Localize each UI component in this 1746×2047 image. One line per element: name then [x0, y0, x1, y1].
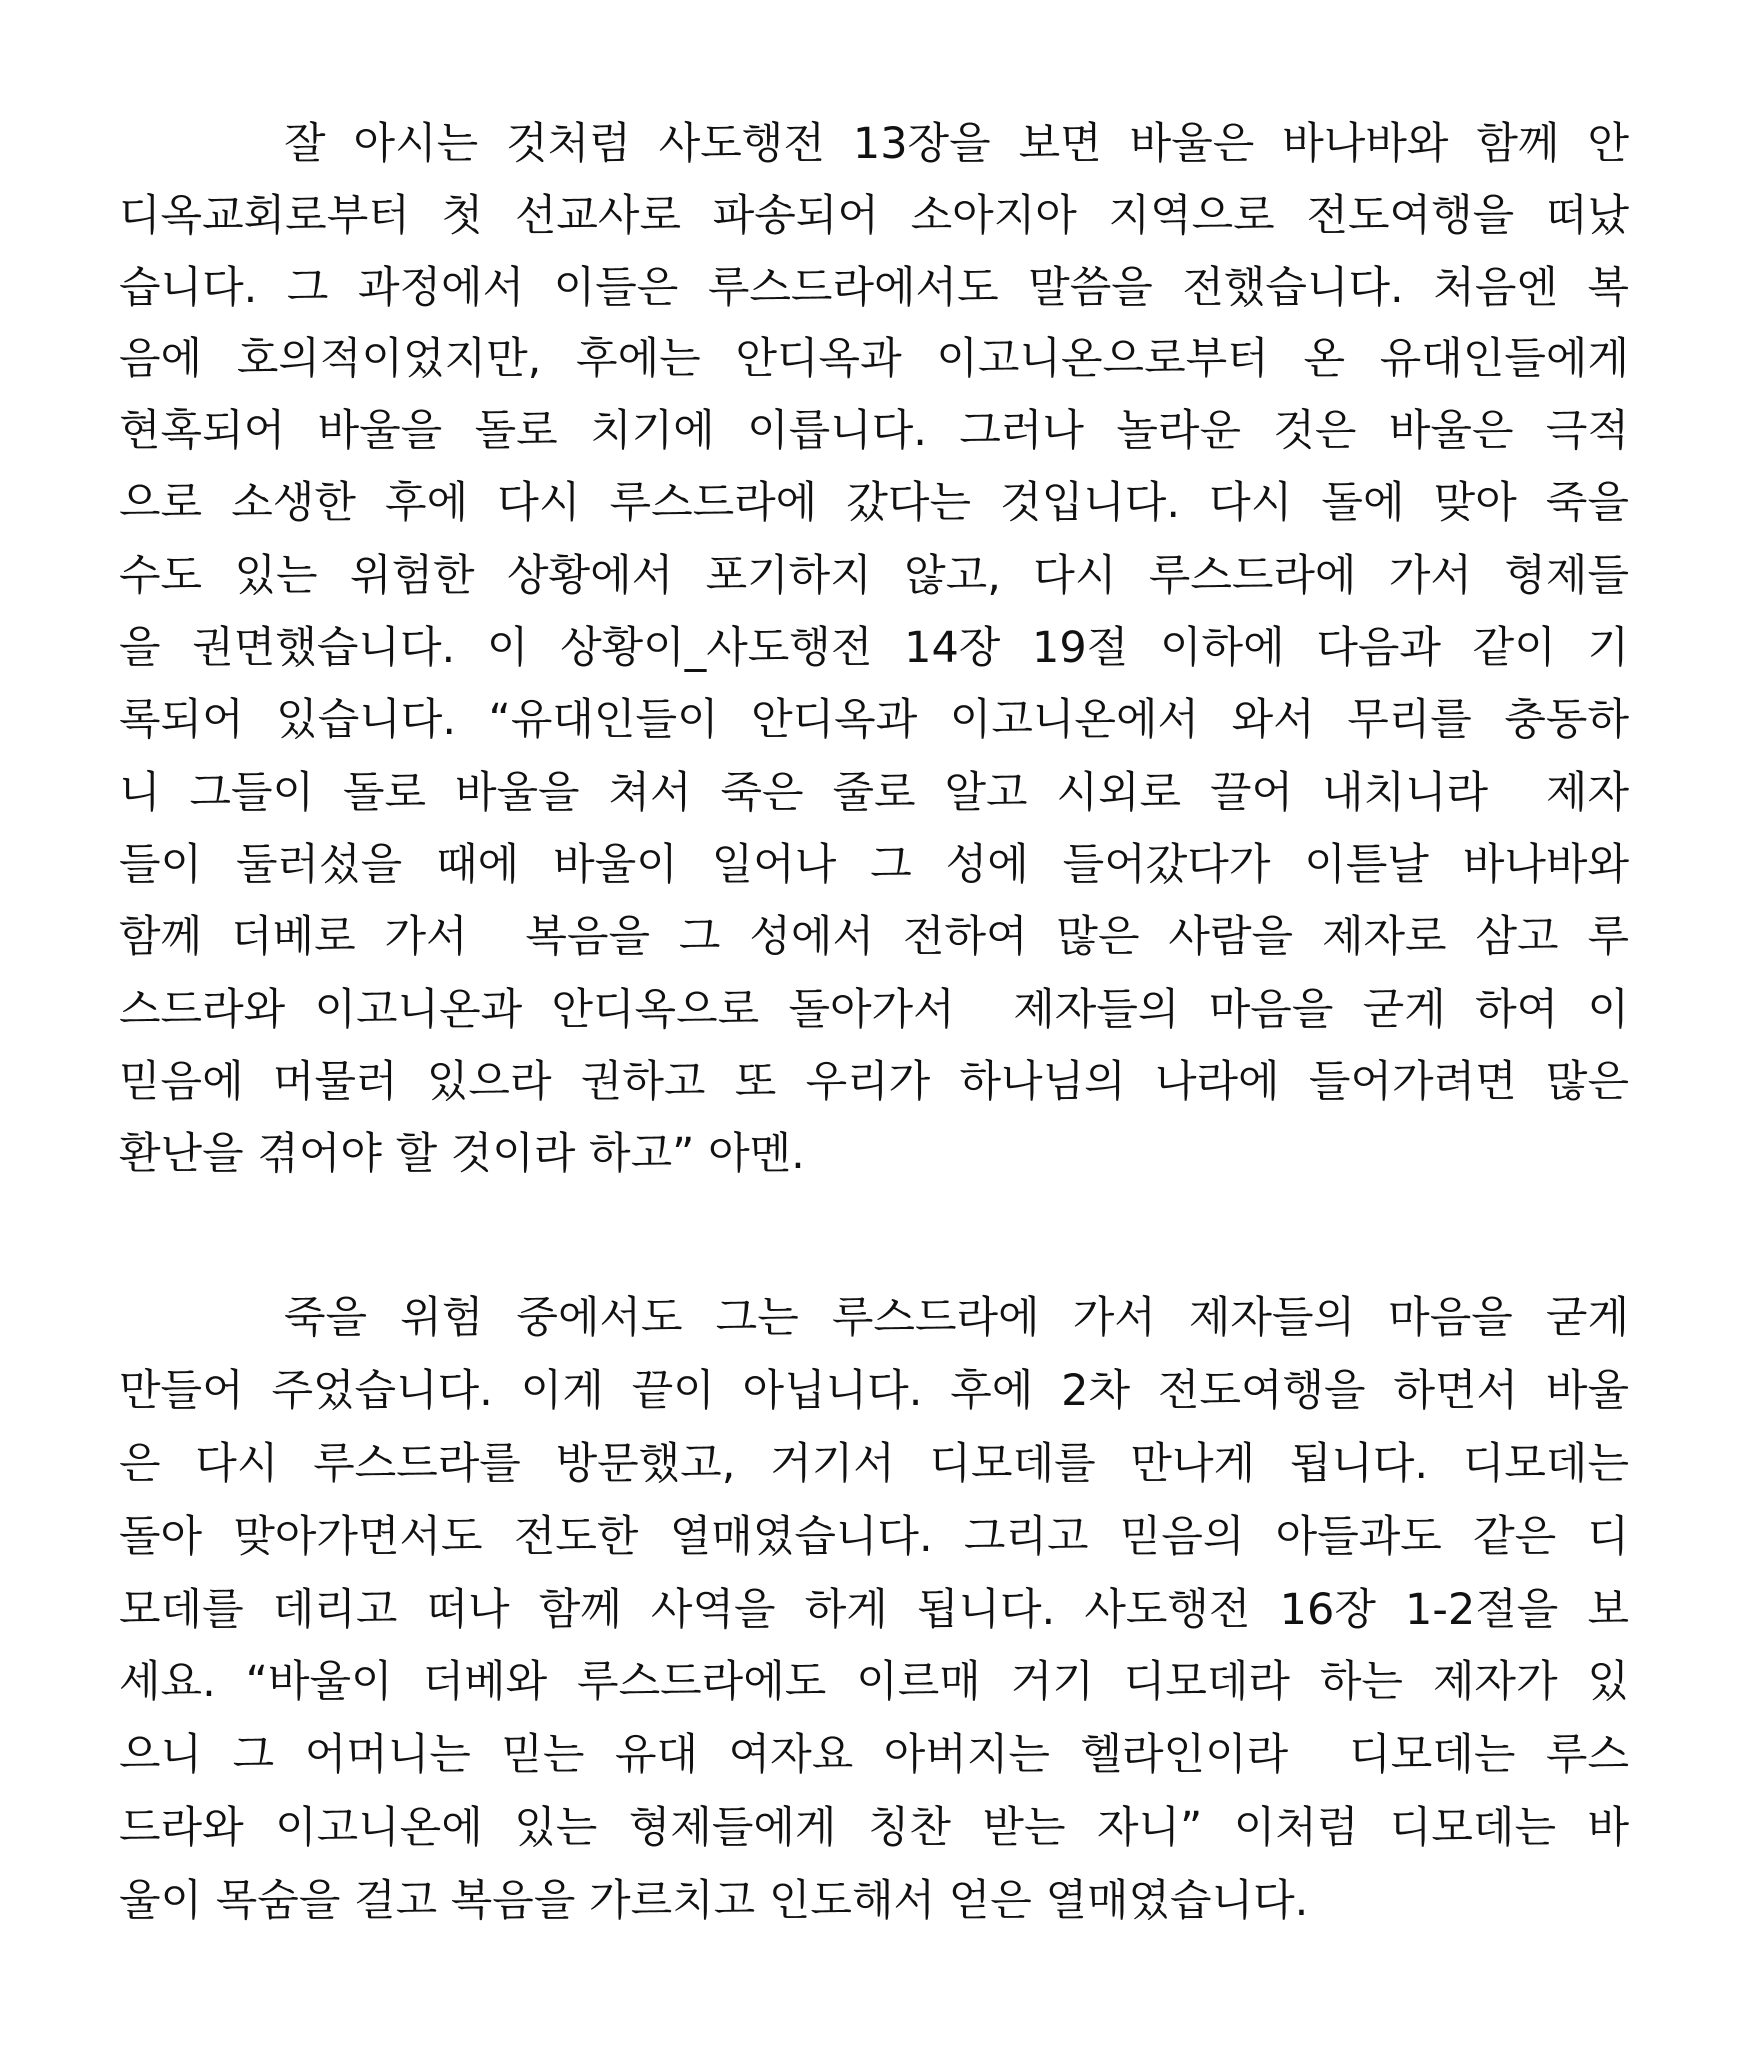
paragraph-line: 을 권면했습니다. 이 상황이_사도행전 14장 19절 이하에 다음과 같이 기 [119, 623, 1629, 673]
paragraph-line: 죽을 위험 중에서도 그는 루스드라에 가서 제자들의 마음을 굳게 [284, 1293, 1629, 1343]
paragraph-line: 으로 소생한 후에 다시 루스드라에 갔다는 것입니다. 다시 돌에 맞아 죽을 [119, 478, 1629, 528]
paragraph-line: 환난을 겪어야 할 것이라 하고” 아멘. [119, 1129, 805, 1179]
paragraph-line: 음에 호의적이었지만, 후에는 안디옥과 이고니온으로부터 온 유대인들에게 [119, 334, 1629, 384]
paragraph-line: 울이 목숨을 걸고 복음을 가르치고 인도해서 얻은 열매였습니다. [119, 1876, 1309, 1926]
paragraph-line: 모데를 데리고 떠나 함께 사역을 하게 됩니다. 사도행전 16장 1-2절을 보 [119, 1585, 1629, 1635]
paragraph-line: 니 그들이 돌로 바울을 쳐서 죽은 줄로 알고 시외로 끌어 내치니라 제자 [119, 768, 1629, 818]
paragraph-line: 습니다. 그 과정에서 이들은 루스드라에서도 말씀을 전했습니다. 처음엔 복 [119, 263, 1629, 313]
paragraph-line: 만들어 주었습니다. 이게 끝이 아닙니다. 후에 2차 전도여행을 하면서 바울 [119, 1366, 1629, 1416]
paragraph-line: 으니 그 어머니는 믿는 유대 여자요 아버지는 헬라인이라 디모데는 루스 [119, 1730, 1629, 1780]
paragraph-line: 은 다시 루스드라를 방문했고, 거기서 디모데를 만나게 됩니다. 디모데는 [119, 1439, 1629, 1489]
paragraph-line: 록되어 있습니다. “유대인들이 안디옥과 이고니온에서 와서 무리를 충동하 [119, 695, 1629, 745]
paragraph-line: 드라와 이고니온에 있는 형제들에게 칭찬 받는 자니” 이처럼 디모데는 바 [119, 1803, 1629, 1853]
paragraph-line: 돌아 맞아가면서도 전도한 열매였습니다. 그리고 믿음의 아들과도 같은 디 [119, 1512, 1629, 1562]
paragraph-line: 함께 더베로 가서 복음을 그 성에서 전하여 많은 사람을 제자로 삼고 루 [119, 912, 1629, 962]
paragraph-line: 세요. “바울이 더베와 루스드라에도 이르매 거기 디모데라 하는 제자가 있 [119, 1657, 1629, 1707]
paragraph-line: 믿음에 머물러 있으라 권하고 또 우리가 하나님의 나라에 들어가려면 많은 [119, 1057, 1629, 1107]
paragraph-line: 수도 있는 위험한 상황에서 포기하지 않고, 다시 루스드라에 가서 형제들 [119, 551, 1629, 601]
paragraph-line: 디옥교회로부터 첫 선교사로 파송되어 소아지아 지역으로 전도여행을 떠났 [119, 191, 1629, 241]
paragraph-line: 스드라와 이고니온과 안디옥으로 돌아가서 제자들의 마음을 굳게 하여 이 [119, 985, 1629, 1035]
paragraph-line: 들이 둘러섰을 때에 바울이 일어나 그 성에 들어갔다가 이튿날 바나바와 [119, 840, 1629, 890]
paragraph-line: 현혹되어 바울을 돌로 치기에 이릅니다. 그러나 놀라운 것은 바울은 극적 [119, 406, 1629, 456]
paragraph-line: 잘 아시는 것처럼 사도행전 13장을 보면 바울은 바나바와 함께 안 [284, 119, 1629, 169]
